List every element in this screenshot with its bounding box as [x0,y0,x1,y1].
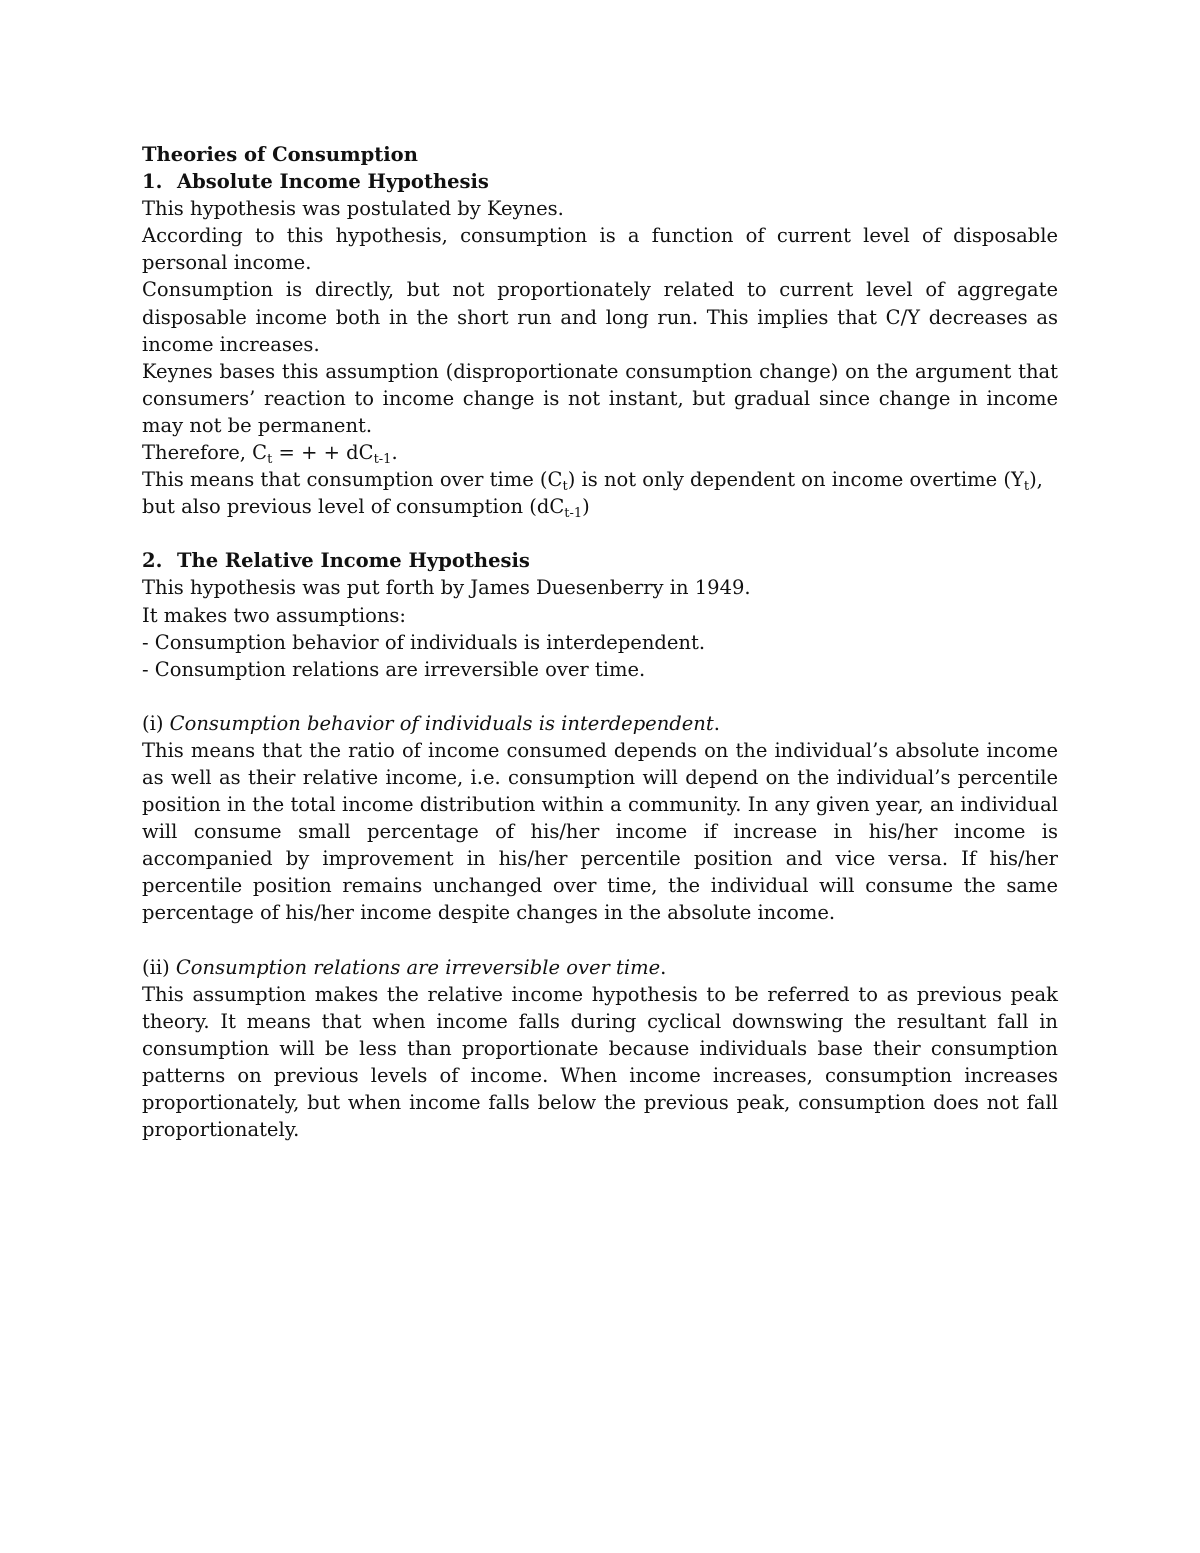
means-subscript-3: t-1 [564,506,583,522]
section2-bullet-2: - Consumption relations are irreversible over time. [142,657,646,681]
document-title: Theories of Consumption [142,143,418,166]
equation-subscript-t: t [267,452,273,468]
section2-bullet-1: - Consumption behavior of individuals is interdependent. [142,630,706,654]
subsection-ii-end: . [660,955,667,979]
means-text-1: This means that consumption over time (C [142,468,563,492]
section2-heading [142,547,1058,574]
equation-subscript-t-1: t-1 [373,452,392,468]
equation-middle: = + + dC [272,441,374,465]
spacer [142,927,1058,954]
document-page [142,141,1058,1143]
means-text-3: ), but also previous level of consumption (dC [142,468,1043,519]
subsection-ii-title: Consumption relations are irreversible over time [175,955,661,979]
subsection-i-marker: (i) [142,711,170,735]
section1-paragraph-1: This hypothesis was postulated by Keynes. [142,197,564,221]
means-subscript-1: t [562,479,568,495]
equation-prefix: Therefore, C [142,441,268,465]
means-text-2: ) is not only dependent on income overtime (Y [567,468,1024,492]
subsection-ii-heading [142,954,1058,981]
subsection-ii-marker: (ii) [142,955,176,979]
section1-paragraph-3: Consumption is directly, but not proportionately related to current level of aggregate disposable income both in the short run and long run. This implies that C/Y decreases as income increases. [142,278,1058,356]
subsection-i-title: Consumption behavior of individuals is interdependent [169,711,714,735]
spacer [142,683,1058,710]
subsection-ii-body: This assumption makes the relative income hypothesis to be referred to as previous peak theory. It means that when income falls during cyclical downswing the resultant fall in consumption will be less than proportionate because individuals base their consumption patterns on previous levels of income. When income increases, consumption increases proportionately, but when income falls below the previous peak, consumption does not fall proportionately. [142,982,1058,1142]
spacer [142,520,1058,547]
subsection-i-end: . [713,711,720,735]
section2-number: 2. [142,549,163,573]
section2-paragraph-2: It makes two assumptions: [142,603,407,627]
section1-paragraph-means [142,466,1058,520]
subsection-i-body: This means that the ratio of income consumed depends on the individual’s absolute income as well as their relative income, i.e. consumption will depend on the individual’s percentile position in the total income distribution within a community. In any given year, an individual will consume small percentage of his/her income if increase in his/her income is accompanied by improvement in his/her percentile position and vice versa. If his/her percentile position remains unchanged over time, the individual will consume the same percentage of his/her income despite changes in the absolute income. [142,738,1058,925]
section1-heading [142,168,1058,195]
section1-paragraph-4: Keynes bases this assumption (disproportionate consumption change) on the argument that consumers’ reaction to income change is not instant, but gradual since change in income may not be permanent. [142,359,1058,437]
section1-paragraph-2: According to this hypothesis, consumption is a function of current level of disposable personal income. [142,224,1058,275]
equation-suffix: . [391,441,398,465]
means-subscript-2: t [1023,479,1030,495]
section1-equation [142,439,1058,466]
section1-number: 1. [142,170,163,194]
subsection-i-heading [142,710,1058,737]
section1-heading-text: Absolute Income Hypothesis [177,170,489,194]
section2-paragraph-1: This hypothesis was put forth by James Duesenberry in 1949. [142,576,751,600]
means-text-4: ) [582,495,590,519]
section2-heading-text: The Relative Income Hypothesis [177,549,530,573]
